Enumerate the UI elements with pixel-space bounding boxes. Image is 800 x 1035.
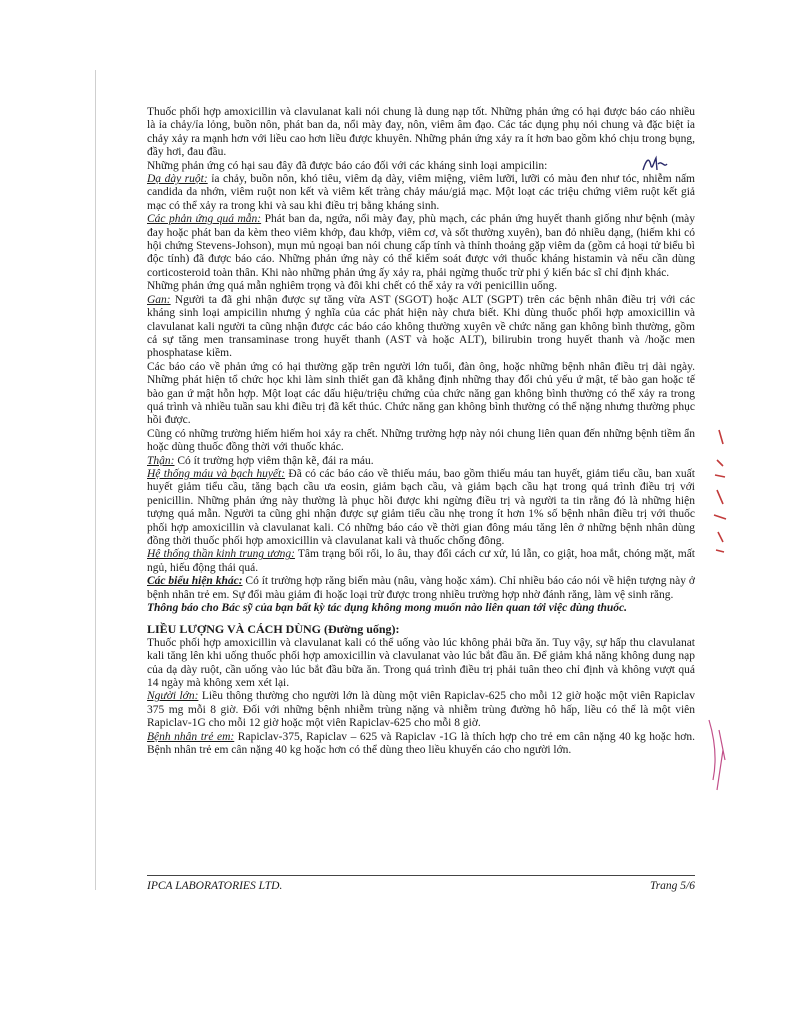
- doctor-notice: Thông báo cho Bác sỹ của bạn bất kỳ tác dụng không mong muốn nào liên quan tới việc dùng thuốc.: [147, 602, 627, 615]
- paragraph-label: Gan:: [147, 293, 171, 306]
- paragraph-label: Các phản ứng quá mẫn:: [147, 213, 262, 226]
- page-edge-line: [95, 70, 96, 890]
- adverse-effects-paragraph: [147, 361, 695, 428]
- adverse-effects-paragraph: [147, 575, 695, 602]
- paragraph-text: Rapiclav-375, Rapiclav – 625 và Rapiclav -1G là thích hợp cho trẻ em cân nặng 40 kg hoặc hơn. Bệnh nhân trẻ em cân nặng 40 kg hoặc hơn có thể dùng theo liều khuyến cáo cho người lớn.: [147, 730, 695, 757]
- paragraph-text: Thuốc phối hợp amoxicillin và clavulanat kali nói chung là dung nạp tốt. Những phản ứng có hại được báo cáo nhiều là ỉa chảy/ỉa lỏng, buồn nôn, phát ban da, nổi mày đay, nôn, viêm âm đạo. Các tác dụng phụ nói chung và đặc biệt ỉa chảy xảy ra mạnh hơn với liều cao hơn liều được khuyên. Những phản ứng xảy ra ít hơn bao gồm khó chịu trong bụng, đầy hơi, đau đầu.: [147, 106, 695, 159]
- paragraph-text: Đã có các báo cáo về thiếu máu, bao gồm thiếu máu tan huyết, giảm tiểu cầu, ban xuất huyết giảm tiểu cầu, tăng bạch cầu ưa eosin, giảm bạch cầu, và giảm bạch cầu hạt trong quá trình điều trị với penicillin. Những phản ứng này thường là phục hồi được khi ngừng điều trị và người ta tin rằng đó là những hiện tượng quá mẫn. Người ta cũng ghi nhận được sự giảm tiểu cầu nhẹ trong ít hơn 1% số bệnh nhân điều trị với thuốc phối hợp amoxicillin và clavulanat kali. Có những báo cáo về thời gian đông máu tăng lên ở những bệnh nhân dùng đồng thời thuốc phối hợp amoxicillin và clavulanat kali và thuốc chống đông.: [147, 467, 695, 547]
- adverse-effects-paragraph: [147, 173, 695, 213]
- footer-company: IPCA LABORATORIES LTD.: [147, 880, 283, 892]
- paragraph-text: Phát ban da, ngứa, nổi mày đay, phù mạch, các phản ứng huyết thanh giống như bệnh (mày đay hoặc phát ban da kèm theo viêm khớp, đau khớp, viêm cơ, và sốt thường xuyên), ban đỏ nhiều dạng, (hiếm khi có hội chứng Stevens-Johson), mụn mủ ngoại ban nói chung cấp tính và thỉnh thoảng gặp viêm da (gồm cả hoại tử biểu bì độc tính) đã được báo cáo. Những phản ứng này có thể kiểm soát được với thuốc kháng histamin và nếu cần dùng corticosteroid toàn thân. Khi nào những phản ứng ấy xảy ra, phải ngừng thuốc trừ phi ý kiến bác sĩ chỉ định khác.: [147, 213, 695, 279]
- paragraph-text: Tâm trạng bối rối, lo âu, thay đổi cách cư xử, lú lẫn, co giật, hoa mắt, chóng mặt, mất ngủ, hiếu động thái quá.: [147, 548, 695, 574]
- paragraph-label: Bệnh nhân trẻ em:: [147, 730, 235, 743]
- adverse-effects-paragraph: [147, 468, 695, 548]
- paragraph-text: Liều thông thường cho người lớn là dùng một viên Rapiclav-625 cho mỗi 12 giờ hoặc một viên Rapiclav 375 mg mỗi 8 giờ. Đối với những bệnh nhiễm trùng nặng và nhiễm trùng đường hô hấp, liều có thể là một viên Rapiclav-1G cho mỗi 12 giờ hoặc một viên Rapiclav-625 cho mỗi 8 giờ.: [147, 690, 696, 730]
- adverse-effects-paragraph: [147, 428, 695, 455]
- adverse-effects-paragraph: [147, 548, 695, 575]
- paragraph-label: Người lớn:: [147, 690, 199, 703]
- document-body: [147, 106, 695, 758]
- paragraph-text: Thuốc phối hợp amoxicillin và clavulanat kali có thể uống vào lúc không phải bữa ăn. Tuy vậy, sự hấp thu clavulanat kali tăng lên khi uống thuốc phối hợp amoxicillin và clavulanat vào lúc bắt đầu ăn. Để giảm khả năng không dung nạp của dạ dày ruột, cần uống vào lúc bắt đầu bữa ăn. Trong quá trình điều trị phải tuân theo chỉ định và không vượt quá 14 ngày mà không xem xét lại.: [147, 636, 695, 690]
- paragraph-text: Cũng có những trường hiếm hiếm hoi xảy ra chết. Những trường hợp này nói chung liên quan đến những bệnh tiềm ẩn hoặc dùng thuốc đồng thời với thuốc khác.: [147, 427, 695, 454]
- adverse-effects-paragraph: [147, 160, 695, 173]
- adverse-effects-paragraph: [147, 213, 695, 280]
- paragraph-label: Dạ dày ruột:: [147, 173, 208, 186]
- dosage-paragraph: [147, 637, 695, 691]
- footer-page-number: Trang 5/6: [649, 880, 695, 892]
- paragraph-text: ỉa chảy, buồn nôn, khó tiêu, viêm dạ dày, viêm miệng, viêm lưỡi, lưỡi có màu đen như tóc, nhiễm nấm candida da nhớn, viêm ruột non kết và viêm kết tràng chảy máu/giả mạc. Một loạt các triệu chứng viêm ruột kết giả mạc có thể xảy ra trong khi và sau khi điều trị bằng kháng sinh.: [147, 173, 695, 212]
- dosage-section-title: LIỀU LƯỢNG VÀ CÁCH DÙNG (Đường uống):: [147, 622, 400, 637]
- adverse-effects-paragraph: [147, 106, 695, 160]
- adverse-effects-paragraph: [147, 294, 695, 361]
- paragraph-text: Những phản ứng có hại sau đây đã được báo cáo đối với các kháng sinh loại ampicilin:: [147, 159, 548, 172]
- paragraph-label: Thận:: [147, 454, 175, 467]
- paragraph-text: Những phản ứng quá mẫn nghiêm trọng và đôi khi chết có thể xảy ra với penicillin uống.: [147, 280, 558, 293]
- paragraph-text: Có ít trường hợp răng biến màu (nâu, vàng hoặc xám). Chỉ nhiều báo cáo nói về hiện tượng này ở bệnh nhân trẻ em. Sự đổi màu giảm đi hoặc loại trừ được trong nhiều trường hợp nhờ đánh răng, làm vệ sinh răng.: [147, 575, 695, 601]
- paragraph-label: Hệ thống thần kinh trung ương:: [147, 548, 295, 561]
- paragraph-text: Người ta đã ghi nhận được sự tăng vừa AST (SGOT) hoặc ALT (SGPT) trên các bệnh nhân điều trị với các kháng sinh loại ampicilin nhưng ý nghĩa của các phát hiện này chưa biết. Khi dùng thuốc phối hợp amoxicillin và clavulanat kali người ta cũng nhận được các báo cáo không thường xuyên về chức năng gan không bình thường, gồm cả sự tăng men transaminase trong huyết thanh (AST và hoặc ALT), bilirubin trong huyết thanh và /hoặc men phosphatase kiềm.: [147, 293, 695, 360]
- red-stamp-edge-mark: [705, 420, 735, 840]
- dosage-paragraph: [147, 731, 695, 758]
- footer-rule: [147, 875, 695, 876]
- page-footer: [147, 880, 695, 892]
- paragraph-text: Các báo cáo về phản ứng có hại thường gặp trên người lớn tuổi, đàn ông, hoặc những bệnh nhân điều trị dài ngày. Những phát hiện tổ chức học khi làm sinh thiết gan đã khẳng định những thay đổi chủ yếu ứ mật, tế bào gan hoặc tế bào gan ứ mật hỗn hợp. Một loạt các dấu hiệu/triệu chứng của chức năng gan không bình thường có thể xảy ra trong quá trình và nhiều tuần sau khi điều trị đã kết thúc. Chức năng gan không bình thường có thể nặng nhưng thường phục hồi được.: [147, 360, 695, 427]
- adverse-effects-paragraph: [147, 455, 695, 468]
- dosage-paragraph: [147, 690, 695, 730]
- paragraph-label: Các biểu hiện khác:: [147, 575, 243, 588]
- paragraph-text: Có ít trường hợp viêm thận kẽ, đái ra máu.: [174, 454, 374, 467]
- adverse-effects-paragraph: [147, 280, 695, 293]
- paragraph-label: Hệ thống máu và bạch huyết:: [147, 467, 286, 480]
